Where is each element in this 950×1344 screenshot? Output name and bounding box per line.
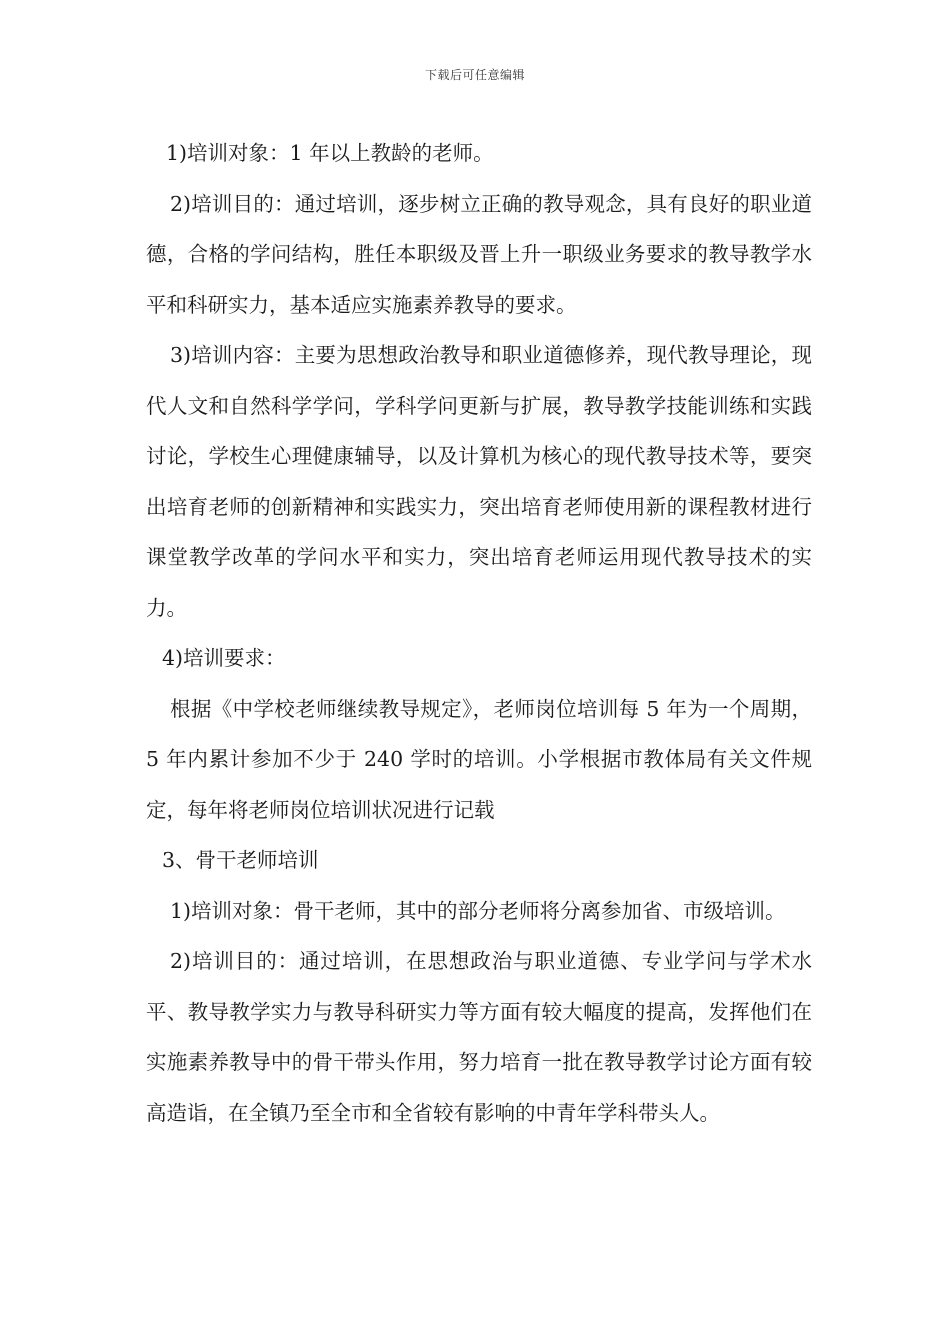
paragraph-backbone-target: 1)培训对象：骨干老师，其中的部分老师将分离参加省、市级培训。 [170, 898, 786, 923]
page-header: 下载后可任意编辑 [424, 68, 525, 82]
section-heading-backbone-teacher: 3、骨干老师培训 [162, 848, 319, 872]
paragraph-backbone-goal: 2)培训目的：通过培训，在思想政治与职业道德、专业学问与学术水平、教导教学实力与教导科研实力等方面有较大幅度的提高，发挥他们在实施素养教导中的骨干带头作用，努力培育一批在教导教学讨论方面有较高造诣，在全镇乃至全市和全省较有影响的中青年学科带头人。 [146, 949, 812, 1125]
paragraph-regulation: 根据《中学校老师继续教导规定》，老师岗位培训每 5 年为一个周期，5 年内累计参加不少于 240 学时的培训。小学根据市教体局有关文件规定，每年将老师岗位培训状况进行记载 [146, 696, 812, 822]
document-body [146, 128, 812, 1138]
paragraph-training-goal: 2)培训目的：通过培训，逐步树立正确的教导观念，具有良好的职业道德，合格的学问结构，胜任本职级及晋上升一职级业务要求的教导教学水平和科研实力，基本适应实施素养教导的要求。 [146, 191, 812, 317]
paragraph-training-content: 3)培训内容：主要为思想政治教导和职业道德修养，现代教导理论，现代人文和自然科学学问，学科学问更新与扩展，教导教学技能训练和实践讨论，学校生心理健康辅导，以及计算机为核心的现代教导技术等，要突出培育老师的创新精神和实践实力，突出培育老师使用新的课程教材进行课堂教学改革的学问水平和实力，突出培育老师运用现代教导技术的实力。 [146, 343, 812, 620]
paragraph-training-target: 1)培训对象：1 年以上教龄的老师。 [166, 141, 494, 165]
paragraph-training-requirements: 4)培训要求： [162, 646, 286, 670]
